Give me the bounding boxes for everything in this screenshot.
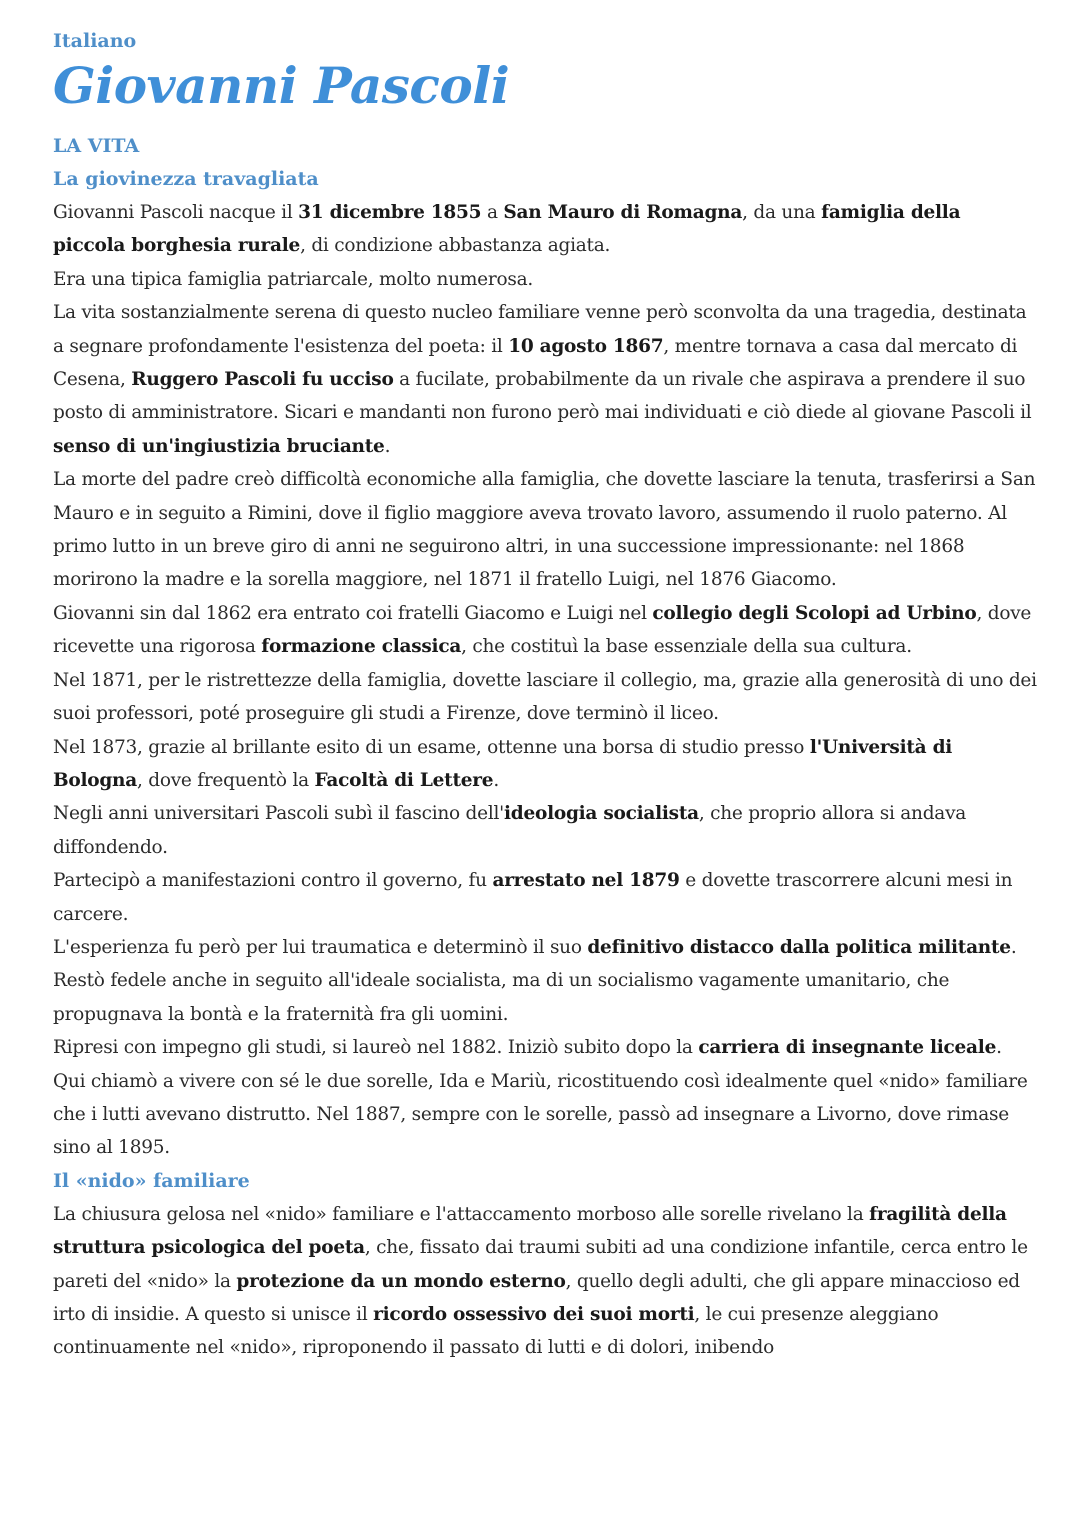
bold-text: Ruggero Pascoli fu ucciso (131, 369, 394, 391)
bold-text: carriera di insegnante liceale (698, 1037, 997, 1059)
text-run: , dove ricevette una rigorosa (53, 602, 1032, 658)
text-run: a (481, 202, 504, 223)
text-run: Nel 1873, grazie al brillante esito di un esame, ottenne una borsa di studio presso (53, 736, 810, 758)
paragraph (53, 463, 1038, 597)
bold-text: ricordo ossessivo dei suoi morti (373, 1304, 695, 1325)
bold-text: 10 agosto 1867 (508, 335, 664, 357)
document-page (53, 28, 1038, 1365)
subheading-giovinezza: La giovinezza travagliata (53, 168, 319, 190)
paragraph (53, 864, 1038, 931)
paragraph (53, 196, 1038, 263)
text-run: La vita sostanzialmente serena di questo nucleo familiare venne però sconvolta da una tragedia, destinata a segnare profondamente l'esistenza del poeta: il (53, 302, 1027, 357)
text-run: , che, fissato dai traumi subiti ad una condizione infantile, cerca entro le pareti del «nido» la (53, 1237, 1028, 1292)
text-run: Negli anni universitari Pascoli subì il fascino dell' (53, 803, 505, 825)
bold-text: l'Università di Bologna (53, 736, 953, 791)
paragraph (53, 1031, 1038, 1165)
bold-text: protezione da un mondo esterno (236, 1270, 566, 1292)
paragraph (53, 664, 1038, 731)
bold-text: collegio degli Scolopi ad Urbino (652, 602, 977, 624)
text-run: Nel 1871, per le ristrettezze della famiglia, dovette lasciare il collegio, ma, grazie alla generosità di uno dei suoi professori, poté proseguire gli studi a Firenze, dove terminò il liceo. (53, 669, 1037, 725)
paragraph (53, 597, 1038, 664)
bold-text: senso di un'ingiustizia bruciante (53, 435, 385, 457)
text-run: La morte del padre creò difficoltà economiche alla famiglia, che dovette lasciare la tenuta, trasferirsi a San Mauro e in seguito a Rimini, dove il figlio maggiore aveva trovato lavoro, assumendo il ruolo paterno. Al primo lutto in un breve giro di anni ne seguirono altri, in una successione impressionante: nel 1868 morirono la madre e la sorella maggiore, nel 1871 il fratello Luigi, nel 1876 Giacomo. (53, 469, 1036, 591)
text-run: L'esperienza fu però per lui traumatica e determinò il suo (53, 936, 588, 958)
text-run: , le cui presenze aleggiano continuamente nel «nido», riproponendo il passato di lutti e di dolori, inibendo (53, 1304, 939, 1359)
page-title: Giovanni Pascoli (53, 56, 510, 115)
text-run: , di condizione abbastanza agiata. (300, 235, 611, 257)
text-run: Era una tipica famiglia patriarcale, molto numerosa. (53, 268, 534, 290)
bold-text: famiglia della piccola borghesia rurale (53, 202, 961, 257)
text-run: Ripresi con impegno gli studi, si laureò nel 1882. Iniziò subito dopo la (53, 1037, 699, 1059)
paragraph (53, 731, 1038, 798)
bold-text: fragilità della struttura psicologica del poeta (53, 1203, 1007, 1259)
text-run: , quello degli adulti, che gli appare minaccioso ed irto di insidie. A questo si unisce il (53, 1270, 1020, 1325)
section-heading: LA VITA (53, 135, 140, 157)
text-run: Giovanni Pascoli nacque il (53, 202, 299, 223)
text-run: La chiusura gelosa nel «nido» familiare e l'attaccamento morboso alle sorelle rivelano la (53, 1203, 870, 1225)
paragraph (53, 931, 1038, 1031)
bold-text: definitivo distacco dalla politica militante (587, 936, 1011, 958)
text-run: , mentre tornava a casa dal mercato di Cesena, (53, 335, 1018, 391)
text-run: . Restò fedele anche in seguito all'ideale socialista, ma di un socialismo vagamente umanitario, che propugnava la bontà e la fraternità fra gli uomini. (53, 936, 1017, 1025)
text-run: , dove frequentò la (136, 769, 315, 791)
text-run: e dovette trascorrere alcuni mesi in carcere. (53, 870, 1013, 925)
subheading-nido: Il «nido» familiare (53, 1169, 250, 1192)
paragraph (53, 296, 1038, 463)
text-run: . (384, 435, 391, 457)
text-run: a fucilate, probabilmente da un rivale che aspirava a prendere il suo posto di amministratore. Sicari e mandanti non furono però mai individuati e ciò diede al giovane Pascoli il (53, 369, 1032, 424)
text-run: . Qui chiamò a vivere con sé le due sorelle, Ida e Mariù, ricostituendo così idealmente quel «nido» familiare che i lutti avevano distrutto. Nel 1887, sempre con le sorelle, passò ad insegnare a Livorno, dove rimase sino al 1895. (53, 1037, 1028, 1159)
text-run: Giovanni sin dal 1862 era entrato coi fratelli Giacomo e Luigi nel (53, 602, 653, 624)
paragraph (53, 1198, 1038, 1365)
bold-text: San Mauro di Romagna (503, 202, 743, 223)
bold-text: formazione classica (261, 636, 462, 658)
text-run: . (493, 769, 499, 791)
bold-text: Facoltà di Lettere (314, 769, 494, 791)
text-run: , che costituì la base essenziale della sua cultura. (461, 636, 912, 658)
bold-text: 31 dicembre 1855 (298, 202, 482, 223)
subject-label: Italiano (53, 30, 137, 52)
paragraph (53, 263, 1038, 296)
text-run: , da una (742, 202, 822, 223)
bold-text: ideologia socialista (504, 803, 699, 825)
paragraph (53, 797, 1038, 864)
text-run: Partecipò a manifestazioni contro il governo, fu (53, 870, 493, 892)
text-run: , che proprio allora si andava diffondendo. (53, 803, 967, 858)
bold-text: arrestato nel 1879 (492, 870, 680, 892)
